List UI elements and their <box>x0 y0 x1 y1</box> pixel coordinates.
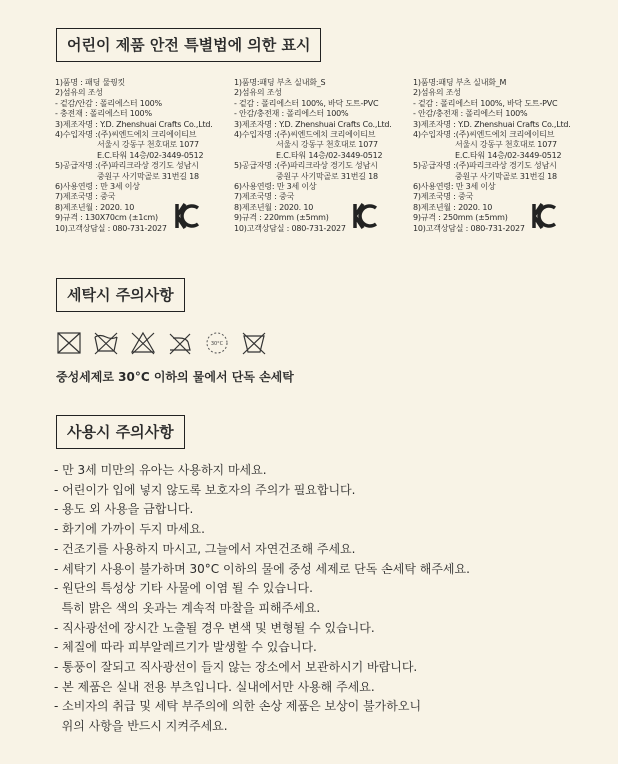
caution-item: 특히 밝은 색의 옷과는 계속적 마찰을 피해주세요. <box>54 600 321 615</box>
label-line: 8)제조년월 : 2020. 10 <box>413 202 493 212</box>
caution-item: 위의 사항을 반드시 지켜주세요. <box>54 719 228 734</box>
label-line: 8)제조년월 : 2020. 10 <box>234 202 314 212</box>
no-dry-clean-icon <box>241 330 267 356</box>
label-line: 4)수입자명 :(주)씨엔드에치 크리에이티브 <box>55 130 197 140</box>
caution-item: - 건조기를 사용하지 마시고, 그늘에서 자연건조해 주세요. <box>54 541 356 556</box>
label-line: 5)공급자명 :(주)파리크라상 경기도 성남시 <box>413 161 557 171</box>
label-line: 8)제조년월 : 2020. 10 <box>55 202 135 212</box>
label-line: 2)섬유의 조성 <box>413 88 461 98</box>
caution-item: - 통풍이 잘되고 직사광선이 들지 않는 장소에서 보관하시기 바랍니다. <box>54 660 418 675</box>
caution-item: - 직사광선에 장시간 노출될 경우 변색 및 변형될 수 있습니다. <box>54 620 375 635</box>
caution-item: - 세탁기 사용이 불가하며 30°C 이하의 물에 중성 세제로 단독 손세탁 해주세요. <box>54 561 470 576</box>
label-line: 2)섬유의 조성 <box>55 88 103 98</box>
label-line: 2)섬유의 조성 <box>234 88 282 98</box>
caution-item: - 용도 외 사용을 금합니다. <box>54 502 194 517</box>
svg-text:30°C: 30°C <box>210 341 224 347</box>
label-line: E.C.타워 14층/02-3449-0512 <box>276 150 383 160</box>
label-line: 9)규격 : 220mm (±5mm) <box>234 213 329 223</box>
label-line: 중원구 사기막골로 31번길 18 <box>97 171 199 181</box>
wash-note: 중성세제로 30°C 이하의 물에서 단독 손세탁 <box>56 370 294 384</box>
label-line: E.C.타워 14층/02-3449-0512 <box>455 150 562 160</box>
no-wash-icon <box>93 330 119 356</box>
no-bleach-icon <box>56 330 82 356</box>
label-line: 6)사용연령: 만 3세 이상 <box>234 182 317 192</box>
wash-icons <box>56 330 267 356</box>
label-line: 7)제조국명 : 중국 <box>413 192 474 202</box>
caution-item: - 화기에 가까이 두지 마세요. <box>54 522 205 537</box>
label-title: 어린이 제품 안전 특별법에 의한 표시 <box>56 28 321 62</box>
label-line: 9)규격 : 130X70cm (±1cm) <box>55 213 158 223</box>
wash-caution-title: 세탁시 주의사항 <box>56 278 185 312</box>
label-line: 4)수입자명 :(주)씨엔드에치 크리에이티브 <box>234 130 376 140</box>
label-line: - 겉감 : 폴리에스터 100%, 바닥 도트-PVC <box>413 98 558 108</box>
label-line: 10)고객상담실 : 080-731-2027 <box>413 223 525 233</box>
label-line: 서울시 강동구 천호대로 1077 <box>276 140 378 150</box>
label-line: - 겉감/안감 : 폴리에스터 100% <box>55 98 162 108</box>
kc-mark-icon <box>352 200 378 232</box>
hand-wash-30-icon <box>204 330 230 356</box>
label-line: 10)고객상담실 : 080-731-2027 <box>55 223 167 233</box>
label-line: 중원구 사기막골로 31번길 18 <box>276 171 378 181</box>
no-tumble-dry-icon <box>130 330 156 356</box>
use-caution-title: 사용시 주의사항 <box>56 415 185 449</box>
label-line: 7)제조국명 : 중국 <box>55 192 116 202</box>
label-line: 7)제조국명 : 중국 <box>234 192 295 202</box>
label-line: 중원구 사기막골로 31번길 18 <box>455 171 557 181</box>
label-line: 3)제조자명 : Y.D. Zhenshuai Crafts Co.,Ltd. <box>234 119 392 129</box>
label-line: 10)고객상담실 : 080-731-2027 <box>234 223 346 233</box>
caution-list <box>54 461 470 737</box>
label-line: 5)공급자명 :(주)파리크라상 경기도 성남시 <box>55 161 199 171</box>
caution-item: - 어린이가 입에 넣지 않도록 보호자의 주의가 필요합니다. <box>54 482 356 497</box>
no-iron-icon <box>167 330 193 356</box>
caution-item: - 본 제품은 실내 전용 부츠입니다. 실내에서만 사용해 주세요. <box>54 679 375 694</box>
label-line: 서울시 강동구 천호대로 1077 <box>97 140 199 150</box>
label-line: - 안감/충전재 : 폴리에스터 100% <box>234 109 349 119</box>
label-line: 6)사용연령: 만 3세 이상 <box>413 182 496 192</box>
label-line: 서울시 강동구 천호대로 1077 <box>455 140 557 150</box>
label-line: 1)품명:패딩 부츠 실내화_M <box>413 78 507 87</box>
caution-item: - 만 3세 미만의 유아는 사용하지 마세요. <box>54 463 267 477</box>
label-line: 5)공급자명 :(주)파리크라상 경기도 성남시 <box>234 161 378 171</box>
kc-mark-icon <box>174 200 200 232</box>
label-line: - 겉감 : 폴리에스터 100%, 바닥 도트-PVC <box>234 98 379 108</box>
label-line: 4)수입자명 :(주)씨엔드에치 크리에이티브 <box>413 130 555 140</box>
label-line: 6)사용연령 : 만 3세 이상 <box>55 182 140 192</box>
label-line: 1)품명:패딩 부츠 실내화_S <box>234 78 326 87</box>
caution-item: - 소비자의 취급 및 세탁 부주의에 의한 손상 제품은 보상이 불가하오니 <box>54 699 422 714</box>
kc-mark-icon <box>531 200 557 232</box>
label-line: 3)제조자명 : Y.D. Zhenshuai Crafts Co.,Ltd. <box>55 119 213 129</box>
label-line: E.C.타워 14층/02-3449-0512 <box>97 150 204 160</box>
label-line: 9)규격 : 250mm (±5mm) <box>413 213 508 223</box>
caution-item: - 원단의 특성상 기타 사물에 이염 될 수 있습니다. <box>54 581 313 596</box>
label-line: 3)제조자명 : Y.D. Zhenshuai Crafts Co.,Ltd. <box>413 119 571 129</box>
label-line: 1)품명 : 패딩 물꿩킷 <box>55 78 126 87</box>
label-line: - 충전재 : 폴리에스터 100% <box>55 109 152 119</box>
caution-item: - 체질에 따라 피부알레르기가 발생할 수 있습니다. <box>54 640 317 655</box>
label-line: - 안감/충전재 : 폴리에스터 100% <box>413 109 528 119</box>
